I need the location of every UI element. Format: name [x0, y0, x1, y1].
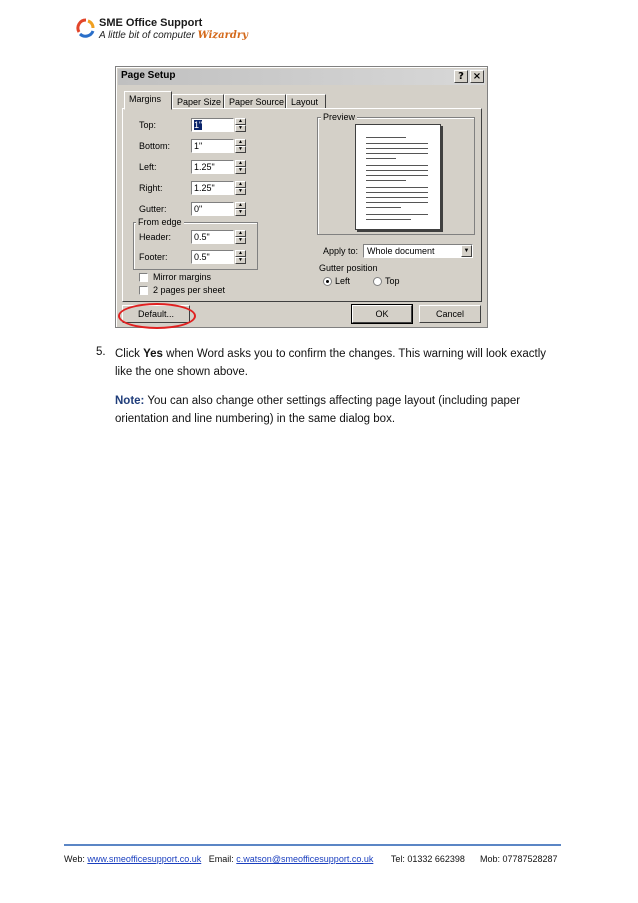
company-tagline: A little bit of computer Wizardry	[99, 30, 248, 41]
footer-spinner[interactable]: ▲ ▼	[235, 250, 246, 264]
cancel-button[interactable]: Cancel	[419, 305, 481, 323]
bottom-spinner[interactable]: ▲ ▼	[235, 139, 246, 153]
footer-input[interactable]: 0.5"	[191, 250, 234, 264]
telephone: Tel: 01332 662398	[390, 854, 465, 864]
step-paragraph: Click Yes when Word asks you to confirm the changes. This warning will look exactly like the one shown above.	[115, 348, 547, 378]
company-name: SME Office Support	[99, 17, 203, 29]
footer-label: Footer:	[139, 252, 168, 262]
website-link[interactable]: www.smeofficesupport.co.uk	[87, 854, 202, 864]
email-link[interactable]: c.watson@smeofficesupport.co.uk	[236, 854, 374, 864]
dropdown-arrow-icon: ▼	[461, 245, 472, 257]
yes-keyword: Yes	[143, 348, 163, 360]
footer-rule	[64, 844, 561, 846]
left-margin-input[interactable]: 1.25"	[191, 160, 234, 174]
from-edge-label: From edge	[138, 217, 182, 227]
apply-to-select[interactable]: Whole document ▼	[363, 244, 473, 258]
right-label: Right:	[139, 183, 163, 193]
tagline-accent: Wizardry	[197, 30, 248, 41]
note-label: Note:	[115, 395, 145, 407]
gutter-position-label: Gutter position	[319, 263, 378, 273]
default-button[interactable]: Default...	[122, 305, 190, 323]
margins-panel	[122, 108, 482, 302]
top-label: Top:	[139, 120, 157, 130]
two-pages-checkbox[interactable]	[139, 286, 148, 295]
gutter-left-radio[interactable]	[323, 277, 332, 286]
left-spinner[interactable]: ▲ ▼	[235, 160, 246, 174]
mirror-margins-checkbox[interactable]	[139, 273, 148, 282]
page-footer: Web: www.smeofficesupport.co.uk Email: c.watson@smeofficesupport.co.uk Tel: 01332 662398 Mob: 07787528287	[64, 854, 558, 864]
gutter-input[interactable]: 0"	[191, 202, 234, 216]
header-spinner[interactable]: ▲ ▼	[235, 230, 246, 244]
two-pages-label: 2 pages per sheet	[153, 285, 226, 295]
tab-paper-size[interactable]: Paper Size	[172, 94, 224, 109]
apply-to-label: Apply to:	[323, 246, 359, 256]
help-button[interactable]: ?	[454, 70, 468, 83]
gutter-label: Gutter:	[139, 204, 167, 214]
ok-button[interactable]: OK	[352, 305, 412, 323]
tab-margins[interactable]: Margins	[124, 91, 172, 110]
left-label: Left:	[139, 162, 157, 172]
bottom-label: Bottom:	[139, 141, 171, 151]
bottom-margin-input[interactable]: 1"	[191, 139, 234, 153]
gutter-left-label: Left	[335, 276, 351, 286]
gutter-top-radio[interactable]	[373, 277, 382, 286]
mirror-margins-label: Mirror margins	[153, 272, 212, 282]
mobile: Mob: 07787528287	[479, 854, 558, 864]
preview-label: Preview	[323, 112, 356, 122]
close-button[interactable]: ×	[470, 70, 484, 83]
dialog-titlebar	[118, 69, 485, 85]
swirl-logo-icon	[76, 18, 96, 38]
gutter-spinner[interactable]: ▲ ▼	[235, 202, 246, 216]
step-number: 5.	[96, 346, 106, 358]
tab-layout[interactable]: Layout	[286, 94, 326, 109]
highlight-ring	[118, 303, 196, 329]
gutter-top-label: Top	[385, 276, 400, 286]
right-spinner[interactable]: ▲ ▼	[235, 181, 246, 195]
preview-page	[355, 124, 441, 230]
header-label: Header:	[139, 232, 172, 242]
top-spinner[interactable]: ▲ ▼	[235, 118, 246, 132]
right-margin-input[interactable]: 1.25"	[191, 181, 234, 195]
tab-paper-source[interactable]: Paper Source	[224, 94, 286, 109]
note-paragraph: Note: You can also change other settings affecting page layout (including paper orientation and line numbering) in the same dialog box.	[115, 395, 521, 425]
top-margin-input[interactable]: 1"	[191, 118, 234, 132]
dialog-title: Page Setup	[121, 70, 176, 81]
header-input[interactable]: 0.5"	[191, 230, 234, 244]
page-setup-dialog	[115, 66, 488, 328]
